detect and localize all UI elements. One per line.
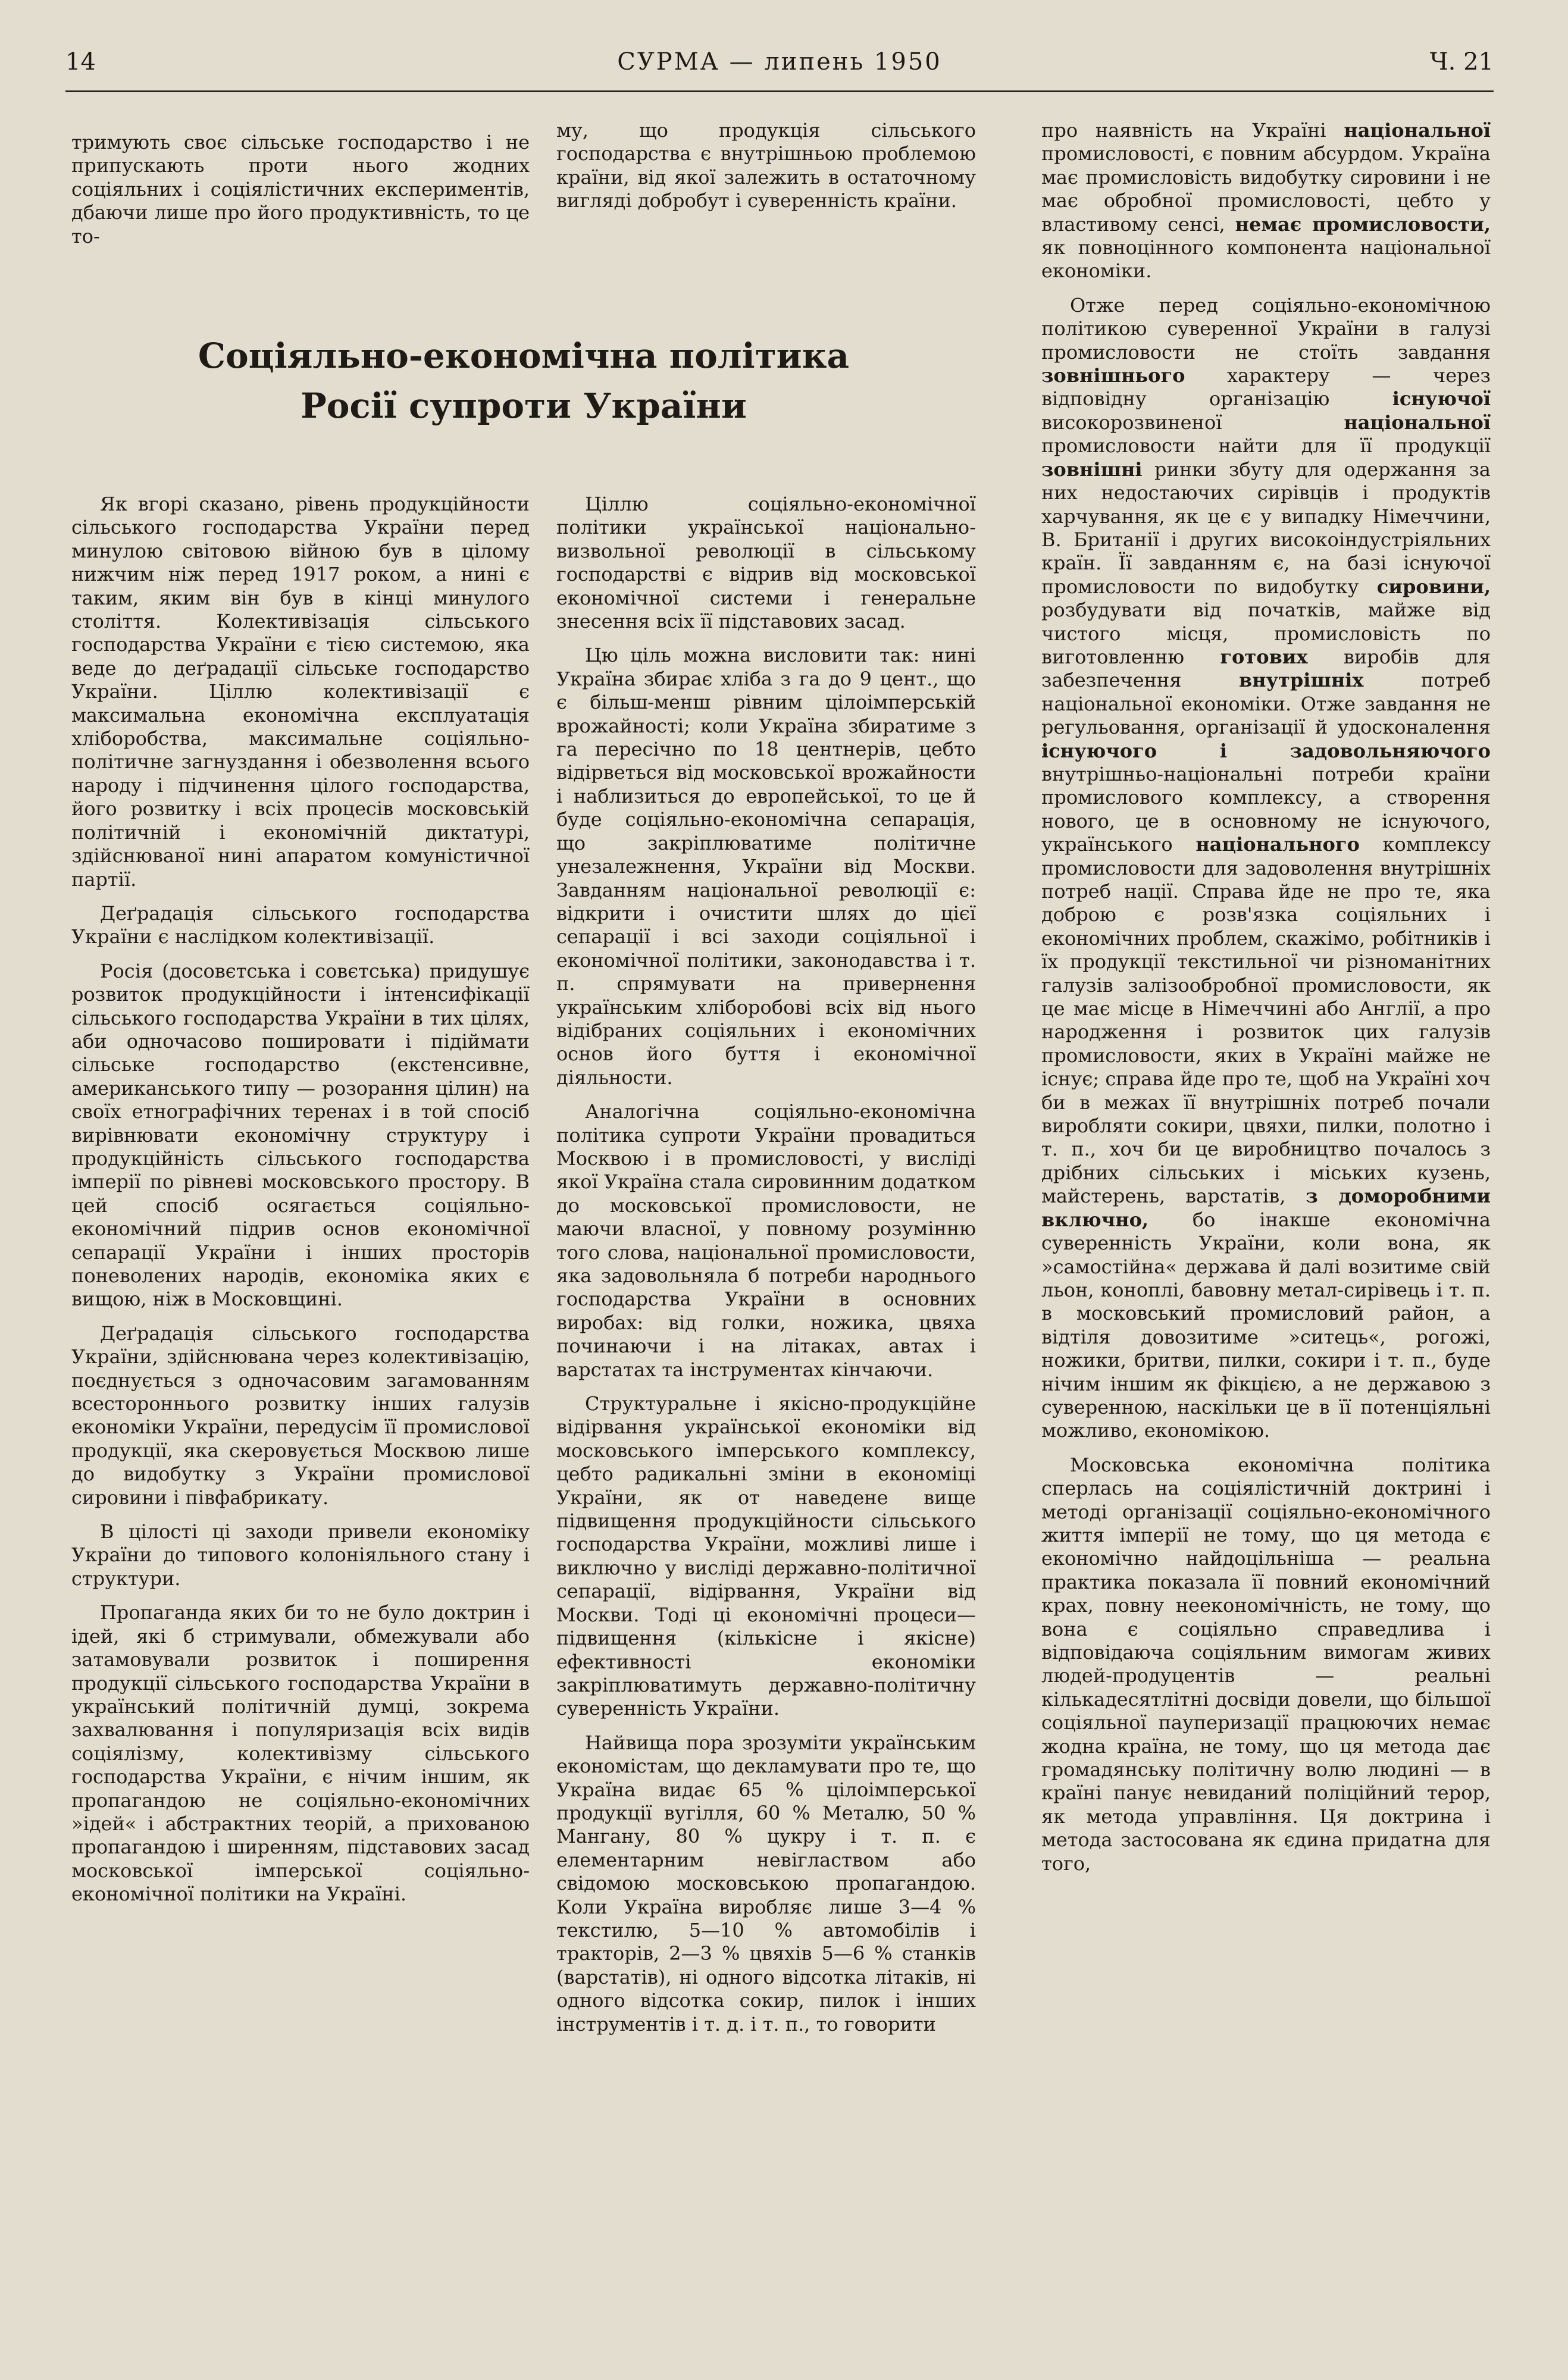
article-paragraph: Пропаганда яких би то не було доктрин і ідей, які б стримували, обмежували або затамовували розвиток і поширення продукції сільського господарства України в український політичній думці, зокрема захвалювання і популяризація всіх видів соціялізму, колективізму сільського господарства України, є нічим іншим, як пропагандою не соціяльно-економічних »ідей« і абстрактних теорій, а прихованою пропагандою і ширенням, підставових засад московської імперської соціяльно-економічної політики на Україні. [71,1601,530,1906]
emphasis: зовнішні [1041,458,1143,481]
article-paragraph [1041,294,1491,1443]
article-paragraph: Найвища пора зрозуміти українським економістам, що декламувати про те, що Україна видає 65 % цілоімперської продукції вугілля, 60 % Металю, 50 % Мангану, 80 % цукру і т. п. є елементарним невіглаством або свідомою московською пропагандою. Коли Україна виробляє лише 3—4 % текстилю, 5—10 % автомобілів і тракторів, 2—3 % цвяхів 5—6 % станків (варстатів), ні одного відсотка літаків, ні одного відсотка сокир, пилок і інших інструментів і т. д. і т. п., то говорити [556,1731,976,2035]
text-run: про наявність на Україні [1041,119,1344,142]
page-header [65,42,1494,89]
text-run: розбудувати від початків, майже від чистого місця, промисловість по виготовленню [1041,599,1491,668]
article-paragraph: Деґрадація сільського господарства України є наслідком колективізації. [71,901,530,948]
text-run: Отже перед соціяльно-економічною політикою суверенної України в галузі промисловости не стоїть завдання [1041,293,1491,364]
article-paragraph: Московська економічна політика сперлась на соціялістичній доктрині і методі організації соціяльно-економічного життя імперії не тому, що ця метода є економічно найдоцільніша — реальна практика показала її повний економічний крах, повну неекономічність, не тому, що вона є соціяльно справедлива і відповідаюча соціяльним вимогам живих людей-продуцентів — реальні кількадесятлітні досвіди довели, що більшої соціяльної пауперизації працюючих немає жодна країна, не тому, що ця метода дає громадянську політичну волю людині — в країні панує невиданий поліційний терор, як метода управління. Ця доктрина і метода застосована як єдина придатна для того, [1041,1453,1491,1875]
text-run: потреб національної економіки. Отже завдання не регульовання, організації й удосконалення [1041,669,1491,739]
emphasis: з доморобними включно, [1041,1185,1491,1231]
article-column-3 [1041,119,1491,1886]
text-run: промисловости найти для її продукції [1041,434,1491,458]
emphasis: національної [1344,411,1491,434]
emphasis: готових [1220,645,1308,668]
text-run: як повноцінного компонента національної економіки. [1041,236,1491,283]
emphasis: немає промисловости, [1235,212,1491,236]
text-run: виробів для забезпечення [1041,645,1491,692]
text-run: високорозвиненої [1041,411,1344,434]
article-headline [71,331,976,431]
text-run: ринки збуту для одержання за них недостаючих сирівців і продуктів харчування, як це є у випадку Німеччини, В. Британії і других високоіндустріяльних країн. Її завданням є, на базі існуючої промисловости по видобутку [1041,458,1491,598]
text-run: бо інакше економічна суверенність України, коли вона, як »самостійна« держава й далі возитиме свій льон, коноплі, бавовну метал-сирівець і т. п. в московський промисловий район, а відтіля довозитиме »ситець«, рогожі, ножики, бритви, пилки, сокири і т. п., буде нічим іншим як фікцією, а не державою з суверенною, наскільки це в її потенціяльні можливо, економікою. [1041,1208,1491,1442]
prev-article-paragraph: тримують своє сільське господарство і не припускають проти нього жодних соціяльних і соціялістичних експериментів, дбаючи лише про його продуктивність, то це то- [71,131,530,248]
prev-article-column-1 [71,131,530,259]
text-run: комплексу промисловости для задоволення внутрішніх потреб нації. Справа йде не про те, яка доброю є розв'язка соціяльних і економічних проблем, скажімо, робітників і їх продукції текстильної чи різноманітних галузів залізообробної промисловости, як це має місце в Німеччині або Англії, а про народження і розвиток цих галузів промисловости, яких в Україні майже не існує; справа йде про те, щоб на Україні хоч би в межах її внутрішніх потреб почали виробляти сокири, цвяхи, пилки, полотно і т. п., хоч би це виробництво почалось з дрібних сільських і міських кузень, майстерень, варстатів, [1041,833,1491,1208]
page-number: 14 [65,48,96,76]
prev-article-paragraph: му, що продукція сільського господарства є внутрішньою проблемою країни, від якої залежить в остаточному вигляді добробут і суверенність країни. [556,119,976,212]
article-column-1 [71,493,530,1917]
emphasis: зовнішнього [1041,364,1185,387]
emphasis: внутрішніх [1238,669,1364,692]
article-paragraph [1041,119,1491,283]
headline-line-1: Соціяльно-економічна політика [198,336,850,376]
article-paragraph: Структуральне і якісно-продукційне відірвання української економіки від московського імперського комплексу, цебто радикальні зміни в економіці України, як от наведене вище підвищення продукційности сільського господарства України, можливі лише і виключно у висліді державно-політичної сепарації, відірвання, України від Москви. Тоді ці економічні процеси—підвищення (кількісне і якісне) ефективності економіки закріплюватимуть державно-політичну суверенність України. [556,1392,976,1720]
headline-line-2: Росії супроти України [301,386,747,426]
article-paragraph: Аналогічна соціяльно-економічна політика супроти України провадиться Москвою і в промисловості, у висліді якої Україна стала сировинним додатком до московської промисловости, не маючи власної, у повному розумінню того слова, національної промисловости, яка задовольняла б потреби народнього господарства України в основних виробах: від голки, ножика, цвяха починаючи і на літаках, автах і варстатах та інструментах кінчаючи. [556,1100,976,1381]
article-column-2 [556,493,976,2047]
text-run: промисловості, є повним абсурдом. Україна має промисловість видобутку сировини і не має обробної промисловості, цебто у властивому сенсі, [1041,142,1491,236]
prev-article-column-2 [556,119,976,224]
article-paragraph: Як вгорі сказано, рівень продукційности сільського господарства України перед минулою світовою війною був в цілому нижчим ніж перед 1917 роком, а нині є таким, яким він був в кінці минулого століття. Колективізація сільського господарства України є тією системою, яка веде до деґрадації сільське господарство України. Ціллю колективізації є максимальна економічна експлуатація хліборобства, максимальне соціяльно-політичне загнуздання і обезволення всього народу і підчинення цілого господарства, його розвитку і всіх процесів московській політичній і економічній диктатурі, здійснюваної нині апаратом комуністичної партії. [71,493,530,891]
text-run: внутрішньо-національні потреби країни промислового комплексу, а створення нового, це в основному не існуючого, українського [1041,762,1491,856]
article-paragraph: Росія (досовєтська і совєтська) придушує розвиток продукційности і інтенсифікації сільського господарства України в тих цілях, аби одночасово пошировати і підіймати сільське господарство (екстенсивне, американського типу — розорання цілин) на своїх етнографічних теренах і в той спосіб вирівнювати економічну структуру і продукційність сільського господарства імперії по рівневі московського простору. В цей спосіб осягається соціяльно-економічний підрив основ економічної сепарації України і інших просторів поневолених народів, економіка яких є вищою, ніж в Московщині. [71,959,530,1311]
emphasis: національної [1344,119,1491,142]
emphasis: сировини, [1376,575,1491,598]
text-run: характеру — через відповідну організацію [1041,364,1491,411]
emphasis: існуючої [1392,387,1491,411]
emphasis: національного [1195,833,1360,856]
article-paragraph: Ціллю соціяльно-економічної політики української національно-визвольної революції в сільському господарстві є відрив від московської економічної системи і генеральне знесення всіх її підставових засад. [556,493,976,633]
article-paragraph: Деґрадація сільського господарства України, здійснювана через колективізацію, поєднується з одночасовим загамованням всестороннього розвитку інших галузів економіки України, передусім її промислової продукції, яка скеровується Москвою лише до видобутку з України промислової сировини і півфабрикату. [71,1321,530,1509]
header-rule [65,90,1494,92]
publication-title: СУРМА — липень 1950 [617,48,942,76]
article-paragraph: В цілості ці заходи привели економіку України до типового колоніяльного стану і структури. [71,1520,530,1590]
article-paragraph: Цю ціль можна висловити так: нині Україна збирає хліба з га до 9 цент., що є більш-менш рівним цілоімперській врожайності; коли Україна збиратиме з га пересічно по 18 центнерів, цебто відірветься від московської врожайности і наблизиться до европейської, то це й буде соціяльно-економічна сепарація, що закріплюватиме політичне унезалежнення, України від Москви. Завданням національної революції є: відкрити і очистити шлях до цієї сепарації і всі заходи соціяльної і економічної політики, законодавства і т. п. спрямувати на привернення українським хліборобові всіх від нього відібраних соціяльних і економічних основ його буття і економічної діяльности. [556,644,976,1089]
issue-number: Ч. 21 [1429,48,1494,76]
emphasis: існуючого і задовольняючого [1041,739,1491,762]
